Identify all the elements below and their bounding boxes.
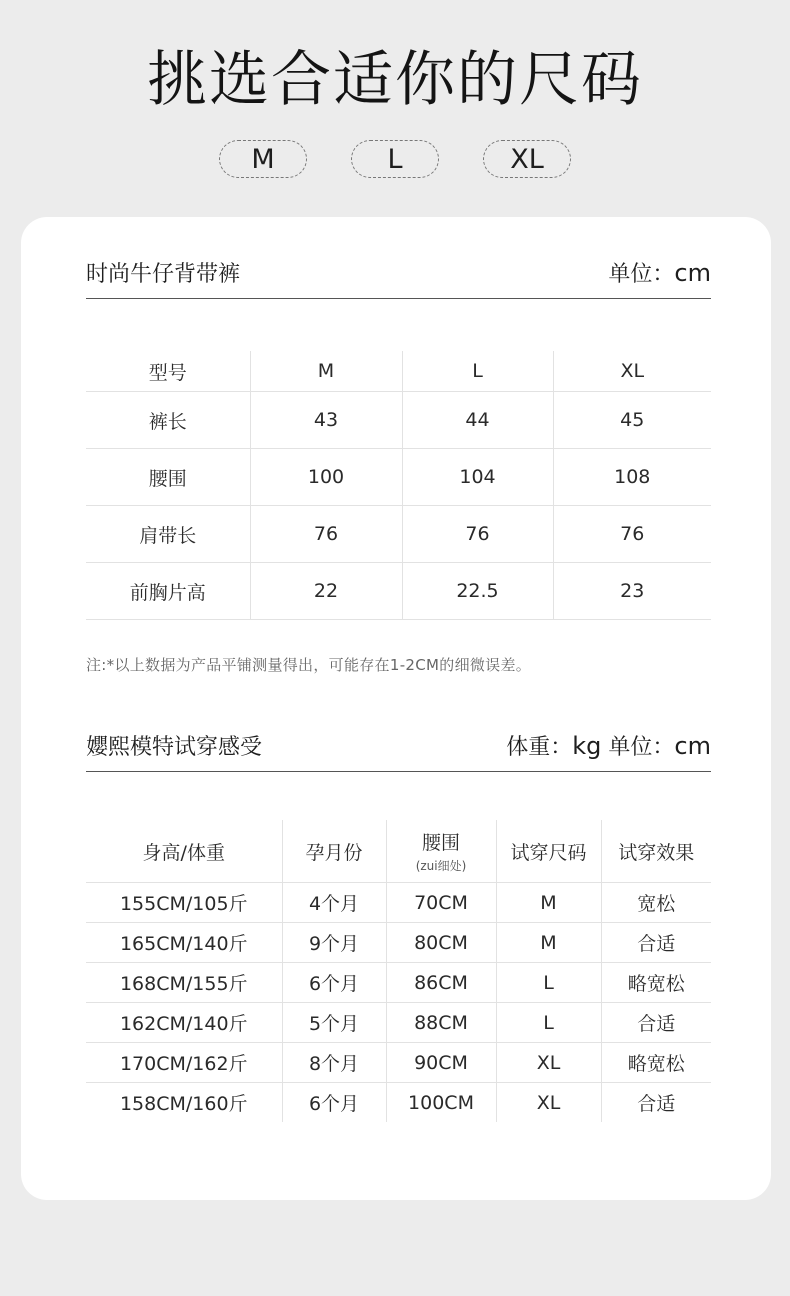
table-row: [86, 506, 711, 563]
table-row: [86, 1083, 711, 1123]
table-cell: 5个月: [282, 1003, 386, 1043]
table-cell: 4个月: [282, 883, 386, 923]
size-pill-l[interactable]: L: [351, 140, 439, 178]
header-cell: L: [402, 351, 553, 392]
unit-label-text: 单位：: [608, 735, 675, 760]
table-cell: 合适: [601, 1003, 711, 1043]
table-cell: 100: [250, 449, 402, 506]
table-cell: 76: [553, 506, 711, 563]
fit-table-header: [86, 730, 711, 772]
fit-table: [86, 820, 711, 1122]
weight-label-text: 体重：: [506, 735, 573, 760]
table-cell: 76: [250, 506, 402, 563]
measurement-note: 注:*以上数据为产品平铺测量得出，可能存在1-2CM的细微误差。: [86, 656, 532, 674]
table-row: [86, 563, 711, 620]
size-table-header: [86, 257, 711, 299]
table-cell: 162CM/140斤: [86, 1003, 282, 1043]
unit-value: cm: [674, 259, 711, 287]
table-row: [86, 923, 711, 963]
table-cell: 108: [553, 449, 711, 506]
table-cell: M: [496, 923, 601, 963]
table-cell: 70CM: [386, 883, 496, 923]
header-cell: 试穿效果: [601, 820, 711, 883]
size-pill-xl[interactable]: XL: [483, 140, 571, 178]
table-cell: 45: [553, 392, 711, 449]
table-cell: 9个月: [282, 923, 386, 963]
header-cell: M: [250, 351, 402, 392]
header-cell: XL: [553, 351, 711, 392]
table-row: [86, 883, 711, 923]
table-cell: 86CM: [386, 963, 496, 1003]
table-cell: 宽松: [601, 883, 711, 923]
table-cell: 168CM/155斤: [86, 963, 282, 1003]
table-cell: 22: [250, 563, 402, 620]
row-label: 前胸片高: [86, 563, 250, 620]
weight-unit-value: kg: [572, 732, 602, 760]
table-cell: L: [496, 963, 601, 1003]
table-cell: 158CM/160斤: [119, 1093, 248, 1115]
size-selector: [0, 140, 790, 178]
table-cell: 76: [402, 506, 553, 563]
size-table: [86, 351, 711, 620]
header-cell: 型号: [86, 351, 250, 392]
table-cell: XL: [496, 1043, 601, 1083]
weight-unit-label: [506, 730, 711, 761]
table-cell: 6个月: [282, 1083, 386, 1123]
size-info-card: [21, 217, 771, 1200]
table-row: [86, 392, 711, 449]
table-cell: 23: [553, 563, 711, 620]
table-cell: 略宽松: [601, 963, 711, 1003]
table-cell: 22.5: [402, 563, 553, 620]
table-row: [86, 1043, 711, 1083]
waist-header-label: 腰围: [421, 832, 460, 854]
table-cell: 155CM/105斤: [86, 883, 282, 923]
table-cell: XL: [496, 1083, 601, 1123]
table-cell: 合适: [601, 1083, 711, 1123]
table-cell: 165CM/140斤: [86, 923, 282, 963]
table-cell: 100CM: [386, 1083, 496, 1123]
table-row: [86, 963, 711, 1003]
table-cell: 44: [402, 392, 553, 449]
unit-label-text: 单位：: [608, 262, 675, 287]
table-cell: 43: [250, 392, 402, 449]
table-row: [86, 449, 711, 506]
unit-label: [608, 257, 711, 288]
size-table-header-row: [86, 351, 711, 392]
header-cell: 试穿尺码: [496, 820, 601, 883]
header-cell: 身高/体重: [86, 820, 282, 883]
fit-table-header-row: [86, 820, 711, 883]
table-cell: 合适: [601, 923, 711, 963]
unit-value: cm: [674, 732, 711, 760]
table-cell: 6个月: [282, 963, 386, 1003]
fit-title: 孆熙模特试穿感受: [86, 735, 263, 760]
row-label: 肩带长: [86, 506, 250, 563]
table-cell: 8个月: [282, 1043, 386, 1083]
header-cell: 孕月份: [282, 820, 386, 883]
size-pill-m[interactable]: M: [219, 140, 307, 178]
table-cell: 90CM: [386, 1043, 496, 1083]
header-cell-waist: [386, 820, 496, 883]
product-title: 时尚牛仔背带裤: [86, 262, 241, 287]
table-cell: 170CM/162斤: [86, 1043, 282, 1083]
table-cell: 80CM: [386, 923, 496, 963]
table-cell: 104: [402, 449, 553, 506]
table-cell: 略宽松: [601, 1043, 711, 1083]
row-label: 裤长: [86, 392, 250, 449]
table-row: [86, 1003, 711, 1043]
table-cell: 88CM: [386, 1003, 496, 1043]
table-cell: L: [496, 1003, 601, 1043]
page-title: 挑选合适你的尺码: [147, 45, 643, 115]
row-label: 腰围: [86, 449, 250, 506]
table-cell: M: [496, 883, 601, 923]
waist-header-sub: (zui细处): [415, 859, 467, 873]
